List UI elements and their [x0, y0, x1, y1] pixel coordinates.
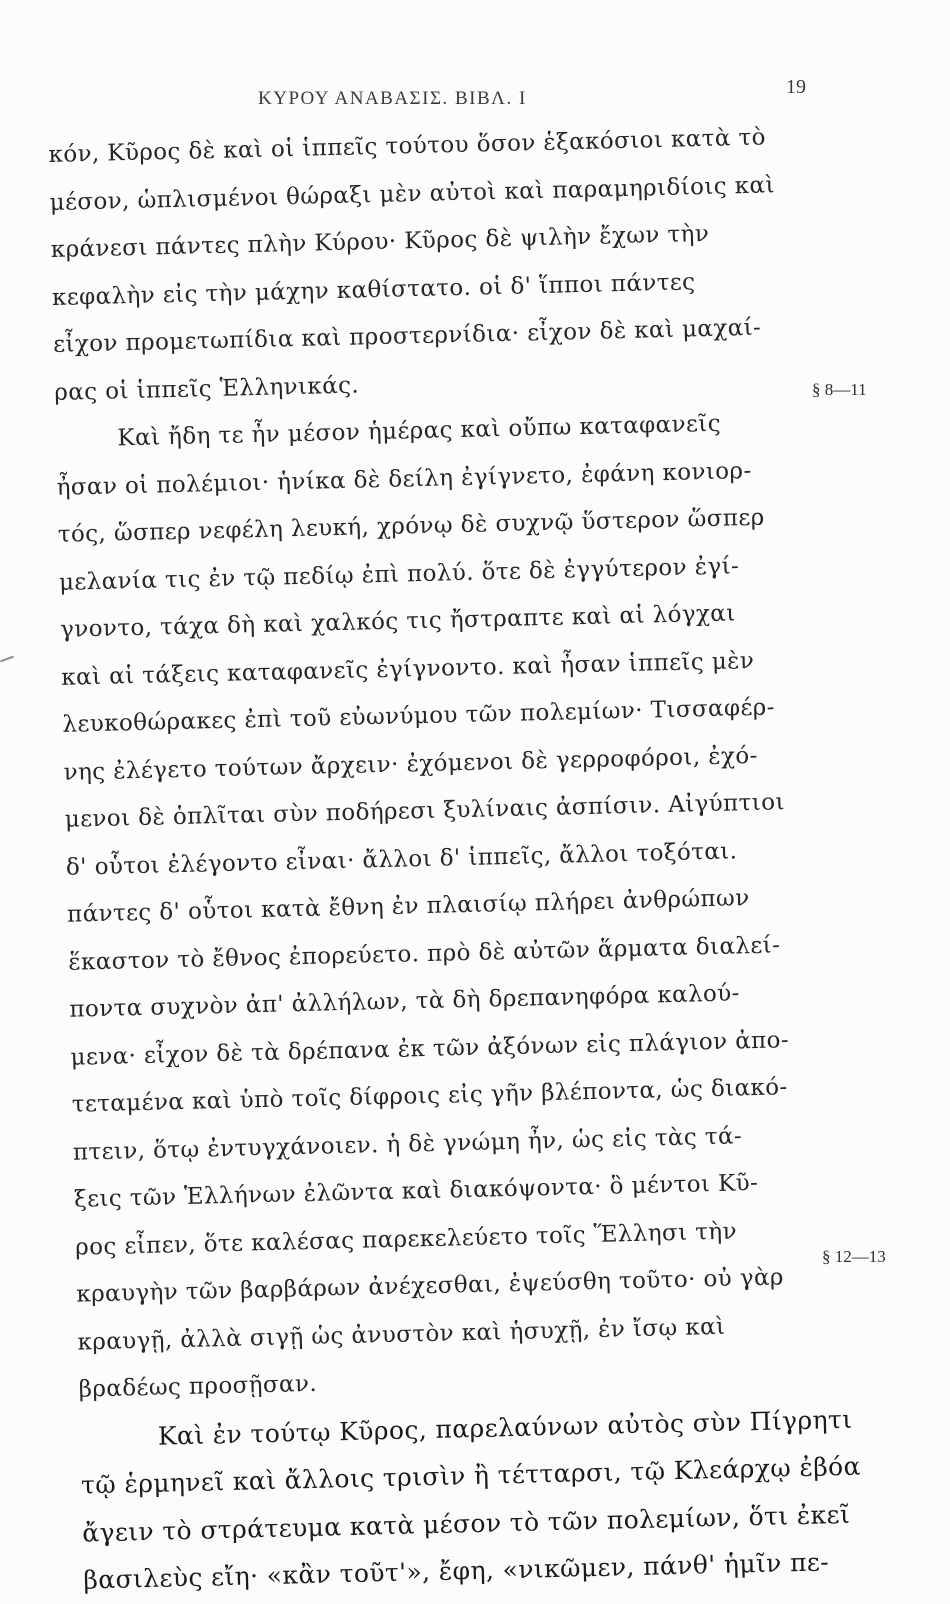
text-line: ρος εἶπεν, ὅτε καλέσας παρεκελεύετο τοῖς Ἕλλησι τὴν [74, 1218, 738, 1261]
text-line: καὶ αἱ τάξεις καταφανεῖς ἐγίγνοντο. καὶ ἦσαν ἱππεῖς μὲν [61, 647, 755, 691]
text-line: πτειν, ὅτῳ ἐντυγχάνοιεν. ἡ δὲ γνώμη ἦν, ὡς εἰς τὰς τά- [72, 1122, 743, 1166]
text-line: τός, ὥσπερ νεφέλη λευκή, χρόνῳ δὲ συχνῷ ὕστερον ὥσπερ [57, 504, 765, 548]
section-reference: § 12—13 [822, 1247, 886, 1266]
page-edge-mark [0, 656, 14, 663]
text-line: ἕκαστον τὸ ἔθνος ἐπορεύετο. πρὸ δὲ αὐτῶν ἅρματα διαλεί- [67, 931, 781, 976]
text-line: ἄγειν τὸ στράτευμα κατὰ μέσον τὸ τῶν πολεμίων, ὅτι ἐκεῖ [81, 1499, 851, 1548]
paragraph-start-line: Καὶ ἤδη τε ἦν μέσον ἡμέρας καὶ οὔπω καταφανεῖς [117, 410, 722, 452]
section-reference: § 8—11 [812, 380, 867, 399]
text-line: ξεις τῶν Ἑλλήνων ἐλῶντα καὶ διακόψοντα· ὃ μέντοι Κῦ- [73, 1169, 759, 1213]
text-line: τεταμένα καὶ ὑπὸ τοῖς δίφροις εἰς γῆν βλέποντα, ὡς διακό- [71, 1074, 788, 1118]
text-line: κραυγῇ, ἀλλὰ σιγῇ ὡς ἀνυστὸν καὶ ἡσυχῇ, ἐν ἴσῳ καὶ [77, 1313, 726, 1356]
text-line: νης ἐλέγετο τούτων ἄρχειν· ἐχόμενοι δὲ γερροφόροι, ἐχό- [63, 742, 759, 786]
text-line: μενα· εἶχον δὲ τὰ δρέπανα ἐκ τῶν ἀξόνων εἰς πλάγιον ἀπο- [70, 1026, 790, 1071]
text-line: πάντες δ' οὗτοι κατὰ ἔθνη ἐν πλαισίῳ πλήρει ἀνθρώπων [66, 885, 750, 928]
text-line: ρας οἱ ἱππεῖς Ἑλληνικάς. [54, 371, 360, 406]
paragraph-start-line: Καὶ ἐν τούτῳ Κῦρος, παρελαύνων αὐτὸς σὺν Πίγρητι [157, 1404, 853, 1451]
text-line: κραυγὴν τῶν βαρβάρων ἀνέχεσθαι, ἐψεύσθη τοῦτο· οὐ γὰρ [76, 1264, 785, 1308]
text-line: γνοντο, τάχα δὴ καὶ χαλκός τις ἤστραπτε καὶ αἱ λόγχαι [59, 600, 736, 643]
text-line: λευκοθώρακες ἐπὶ τοῦ εὐωνύμου τῶν πολεμίων· Τισσαφέρ- [62, 694, 776, 738]
text-line: μελανία τις ἐν τῷ πεδίῳ ἐπὶ πολύ. ὅτε δὲ ἐγγύτερον ἐγί- [58, 552, 740, 596]
running-head [0, 76, 950, 116]
text-line: δ' οὗτοι ἐλέγοντο εἶναι· ἄλλοι δ' ἱππεῖς, ἄλλοι τοξόται. [65, 837, 738, 881]
text-line: μέσον, ὡπλισμένοι θώραξι μὲν αὐτοὶ καὶ παραμηριδίοις καὶ [49, 171, 776, 216]
text-line: ἦσαν οἱ πολέμιοι· ἡνίκα δὲ δείλη ἐγίγνετο, ἐφάνη κονιορ- [56, 457, 752, 501]
text-line: ποντα συχνὸν ἀπ' ἀλλήλων, τὰ δὴ δρεπανηφόρα καλού- [69, 980, 741, 1023]
text-line: βασιλεὺς εἴη· «κἂν τοῦτ'», ἔφη, «νικῶμεν, πάνθ' ἡμῖν πε- [83, 1547, 830, 1595]
text-line: τῷ ἑρμηνεῖ καὶ ἄλλοις τρισὶν ἢ τέτταρσι, τῷ Κλεάρχῳ ἐβόα [80, 1451, 862, 1500]
text-line: βραδέως προσῇσαν. [78, 1370, 318, 1403]
text-line: κράνεσι πάντες πλὴν Κύρου· Κῦρος δὲ ψιλὴν ἔχων τὴν [50, 220, 710, 263]
text-line: μενοι δὲ ὁπλῖται σὺν ποδήρεσι ξυλίναις ἀσπίσιν. Αἰγύπτιοι [64, 789, 786, 833]
text-line: κεφαλὴν εἰς τὴν μάχην καθίστατο. οἱ δ' ἵπποι πάντες [51, 268, 696, 311]
text-line: εἶχον προμετωπίδια καὶ προστερνίδια· εἶχον δὲ καὶ μαχαί- [52, 314, 762, 358]
running-title: ΚΥΡΟΥ ΑΝΑΒΑΣΙΣ. ΒΙΒΛ. Ι [258, 88, 527, 109]
text-line: κόν, Κῦρος δὲ καὶ οἱ ἱππεῖς τούτου ὅσον ἑξακόσιοι κατὰ τὸ [48, 124, 767, 168]
greek-text-body [48, 113, 874, 1604]
page-number: 19 [786, 76, 806, 98]
